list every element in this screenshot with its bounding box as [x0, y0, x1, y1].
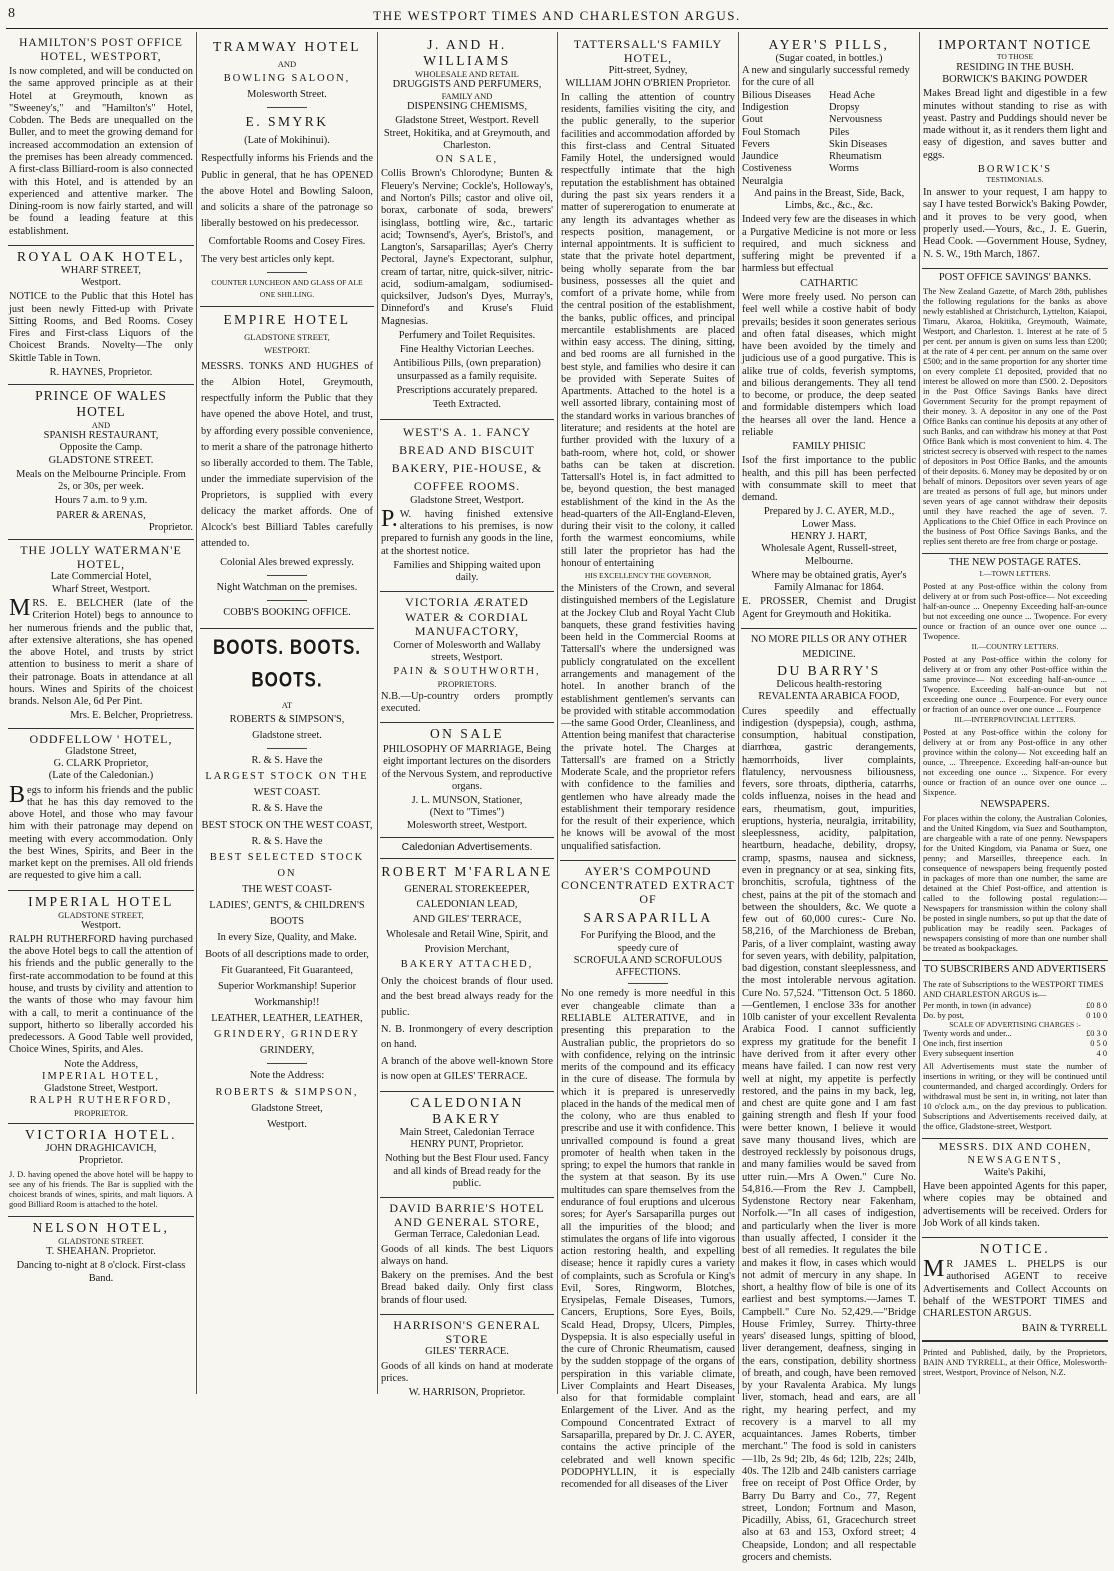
ad-notice [922, 1238, 1108, 1341]
ad-oddfellows-hotel [8, 729, 194, 891]
ad-cobb: COBB'S BOOKING OFFICE. [223, 606, 351, 618]
ad-line: HENRY J. HART, [790, 531, 868, 543]
subscription-table [923, 1001, 1107, 1021]
column-5 [741, 34, 917, 1563]
ad-body: Cures speedily and effectually indigestion (dyspepsia), cough, asthma, consumption, habitual constipation, diarrhœa, gastric derangements, hæmorrhoids, liver complaints, flatulency, nervousness biliousness, fevers, sore throats, diptheria, catarrhs, colds influenza, noises in the head and ears, rheumatism, gout, impurities, eruptions, hysteria, neuralgia, irritability, sleeplessness, acidity, palpitation, heartburn, headache, debility, dropsy, cramp, spasms, nausea and sickness, even in pregnancy or at sea, sinking fits, bronchitis, scrofula, tightness of the chest, pains at the pit of the stomach and between the shoulders, &c. We quote a few out of 60,000 cures:- Cure No. 58,216, of the Marchioness de Breban, Paris, of a liver complaint, wasting away for seven years, with debility, palpitation, bad digestion, constant sleeplessness, and the most intolerable nervous agitation. Cure No. 57,524. "Tittenson Oct. 5 1860.—Gentlemen, I enclose 33s for another 10lb canister of your excellent Revalenta Arabica Food. I cannot sufficiently express my gratitude for the benefit I have derived from it after every other means have failed. I can now rest very well at night, my appetite is perfectly restored, and the pains in my back, leg, and chest are quite gone and I am fast gaining strength and flesh If your food were better known, I believe it would save many thousand lives, which are destroyed recklessly by poisonous drugs, and many families would be saved from utter ruin.—Mrs A Owen." Cure No. 54,816.—From the Rev J. Campbell, Sydenstone Rectory near Fakenham, Norfolk.—"In all cases of indigestion, and particularly when the liver is more than usually affected, I consider it the best of all remedies. It regulates the bile and makes it flow, in cases which would not admit of mercury in any shape. In short, a healthy flow of bile is one of its earliest and best symptoms.—James T. Campbell." Cure No. 52,429.—"Bridge House Frimley, Surrey. Thirty-three years' diseased lungs, spitting of blood, liver derangement, deafness, singing in the ears, constipation, debility shortness of breath, and cough, have been removed by your Ravalenta Arabica. My lungs liver, stomach, head and ears, are all right, my hearing perfect, and my recovery is a marvel to all my acquaintances. James Roberts, timber merchant." The food is sold in canisters—1lb, 2s 9d; 2lb, 4s 6d; 12lb, 22s; 24lb, 40s. The 12lb and 24lb canisters carriage free on receipt of Post Office Order, by Barry Du Barry and Co., 77, Regent street, London; Fortnum and Mason, Picadilly, Abiss, 61, Gracechurch street also at 63 and 153, Oxford street; 4 Cheapside, London; and all respectable grocers and chemists. [742, 705, 916, 1563]
ad-location: Opposite the Camp. [59, 442, 143, 454]
ad-line: Prescriptions accurately prepared. [396, 384, 538, 396]
ad-body: the Ministers of the Crown, and several distinguished members of the Legislature at the Jockey Club and Royal Yacht Club banquets, these grand festivities having been held in the Commercial Rooms at Tattersall's where the undersigned was publicly congratulated on the excellent arrangements and management of the hotel. In another branch of the establishment gentlemen's servants can be provided with stitable accommodation—the same Good Order, Cleanliness, and Attention being manifest that characterise the private hotel. The Charges at Tattersall's are framed on a Strictly Moderate Scale, and the proprietor refers with confidence to the families and gentlemen who have already made the establishment their temporary residence for the result of their experience, which he knows will be avowal of the most unqualified satisfaction. [561, 583, 735, 852]
ad-street: GLADSTONE STREET, [244, 331, 330, 342]
ad-late: (Late of Mokihinui). [244, 135, 330, 147]
column-2 [200, 34, 374, 1394]
ailment: Skin Diseases [829, 138, 888, 150]
ad-town: WESTPORT. [264, 344, 310, 355]
ad-meals: Meals on the Melbourne Principle. From 2s, or 30s, per week. [16, 468, 186, 493]
ad-place: Waite's Pakihi, [984, 1166, 1046, 1178]
ad-on-sale: ON SALE, [435, 154, 499, 166]
ailment: Worms [829, 163, 859, 175]
ad-title: AYER'S COMPOUND CONCENTRATED EXTRACT OF [561, 864, 735, 907]
ad-body: Wholesale and Retail Wine, Spirit, and Provision Merchant, [386, 929, 548, 956]
ad-rooms: Comfortable Rooms and Cosey Fires. [208, 236, 366, 248]
ailments-right [829, 90, 916, 188]
ad-signature: J. L. MUNSON, Stationer, [411, 795, 523, 807]
ad-proprietor: G. CLARK Proprietor, [53, 758, 149, 770]
ad-ayers-pills [741, 34, 917, 629]
ad-title: MESSRS. DIX AND COHEN, [938, 1142, 1092, 1154]
ad-proprietor: HENRY PUNT, Proprietor. [410, 1139, 524, 1151]
ad-body: Isof the first importance to the public health, and this pill has been perfected with consummate skill to meet that demand. [742, 455, 916, 504]
ad-line: Superior Workmanship! Superior [217, 980, 357, 992]
ad-body: Goods of all kinds on hand at moderate prices. [381, 1360, 553, 1384]
ad-proprietor: JOHN DRAGHICAVICH, [45, 1142, 157, 1154]
column-divider [557, 32, 558, 1394]
ailment: Dropsy [829, 101, 860, 113]
ad-scale: SCALE OF ADVERTISING CHARGES :- [949, 1019, 1081, 1029]
ad-street: German Terrace, Caledonian Lead. [394, 1229, 540, 1241]
ad-title: IMPORTANT NOTICE [938, 37, 1092, 52]
ad-intro: A new and singularly successful remedy for the cure of all [742, 65, 910, 89]
ad-subtitle: SPANISH RESTAURANT, [43, 430, 159, 442]
ad-line: BEST STOCK ON THE WEST COAST, [201, 819, 373, 831]
ailments-list [742, 90, 916, 188]
ad-firm: ROBERTS & SIMPSON'S, [229, 713, 345, 725]
table-row [923, 1049, 1107, 1059]
ad-title: POST OFFICE SAVINGS' BANKS. [938, 271, 1092, 283]
ad-line: E. PROSSER, Chemist and Drugist Agent for Greymouth and Hokitika. [742, 596, 916, 620]
ad-title: BOOTS. BOOTS. BOOTS. [212, 635, 362, 692]
ad-body: Collis Brown's Chlorodyne; Bunten & Fleuery's Nervine; Cockle's, Holloway's, and Norton's Pills; castor and olive oil, borax, carbonate of soda, brewers' isinglass, bottling wire, &c., tartaric acid; Townsend's, Ayer's, Bristol's, and Langton's, Sarsaparillas; Ayer's Cherry Pectoral, Jayne's Expectorant, sulphur, cream of tartar, nitre, quick-silver, nitric-acid, sodium-amalgam, sodiumised-quicksilver, Judson's Dyes, Murray's, Dinneford's and Kruse's Fluid Magnesias. [381, 168, 553, 327]
ad-section: NEWSPAPERS. [980, 798, 1050, 810]
ad-hours: Hours 7 a.m. to 9 y.m. [54, 495, 148, 507]
ad-line: Prepared by J. C. AYER, M.D., [763, 506, 895, 518]
ad-body: Only the choicest brands of flour used. and the best bread always ready for the public. [381, 976, 553, 1018]
ad-street: Gladstone Street, [65, 745, 137, 757]
ad-town: Westport. [81, 919, 121, 931]
ailment: Foul Stomach [742, 126, 801, 138]
row-value: 0 5 0 [1090, 1039, 1107, 1049]
column-6 [922, 34, 1108, 1394]
ad-title: DU BARRY'S [777, 663, 881, 679]
header-rule [6, 28, 1108, 29]
ailment: Bilious Diseases [742, 89, 811, 101]
ad-line: Teeth Extracted. [433, 399, 501, 411]
ad-to: TO THOSE [996, 51, 1034, 61]
ailment: Indigestion [742, 101, 789, 113]
ad-town: Westport. [81, 277, 121, 289]
divider [267, 748, 307, 749]
ad-name: IMPERIAL HOTEL, [42, 1070, 160, 1082]
ad-body: The New Zealand Gazette, of March 28th, publishes the following regulations for the banks as above newly established at Christchurch, Lyttelton, Kaiapoi, Timaru, Akaroa, Hokitika, Greymouth, Waimate, Westport, and Charleston. 1. Interest at he rate of 5 per cent. per annum is given on sums less than £200; at the rate of 4 per cent. per annum on the same over £500; and in the same proportion for any shorter time on every complete £1 deposited, provided that no interest be allowed on more than £500. 2. Depositors in the Post Office Savings Banks have direct Government Security for the prompt repayment of their money. 3. A depositor in any one of the Post Office Banks can continue his deposits at any other of such Banks, and can withdraw his money at that Post Office Bank which is most convenient to him. 4. The strictest secrecy is observed with respect to the names of depositors in Post Office Banks, and the amounts of their deposits. 6. Money may be deposited by or on behalf of minors. Depositors over seven years of age are treated as persons of full age, but minors under seven years of age cannot withdraw their deposits until they have reached the age of seven. 7. Applications to the Chief Office in each Province on the business of Post Office Savings Banks, and the replies sent thereto are free from charge or postage. [923, 286, 1107, 547]
ad-smyrk-title: E. SMYRK [245, 114, 329, 130]
ad-line: Families and Shipping waited upon daily. [393, 559, 541, 584]
column-divider [919, 32, 920, 1394]
ad-watchman: Night Watchman on the premises. [216, 581, 358, 593]
ad-subtitle: AND GILES' TERRACE, [412, 914, 522, 926]
ad-street: GLADSTONE STREET, [58, 909, 144, 920]
ad-line: THE WEST COAST- [242, 884, 332, 896]
ad-residing: RESIDING IN THE BUSH. [956, 61, 1074, 73]
ad-line: Antibilious Pills, (own preparation) unsurpassed as a family requisite. [393, 358, 541, 382]
ad-line: GRINDERY, GRINDERY [213, 1029, 361, 1041]
ad-street: Wharf Street, Westport. [51, 583, 151, 595]
ad-subtitle: CALEDONIAN LEAD, [416, 898, 518, 910]
ailment: Fevers [742, 138, 770, 150]
table-row [923, 1001, 1107, 1011]
column-divider [196, 32, 197, 1394]
ad-street: Gladstone Street, [251, 1102, 323, 1114]
ad-signature: RALPH RUTHERFORD, [29, 1095, 173, 1107]
ad-section: I.—TOWN LETTERS. [979, 568, 1051, 578]
ad-line: SCROFULA AND SCROFULOUS [573, 954, 723, 966]
ad-body: Makes Bread light and digestible in a few minutes without standing to rise as with yeast. Pastry and Puddings should never be made without it, as it renders them light and easy of digestion, and saves butter and eggs. [923, 88, 1107, 161]
ad-town: Westport. [267, 1118, 307, 1130]
ad-subtitle: (Sugar coated, in bottles.) [775, 52, 883, 64]
ad-line: GRINDERY, [259, 1045, 315, 1057]
ad-body: For places within the colony, the Australian Colonies, and the United Kingdom, via Suez and Southampton, are chargeable with a rate of one penny. Newspapers for the United Kingdom, via Panama or Suez, one penny; and Marseilles, threepence each. In consequence of newspapers being frequently posted in packages of more than one number, the same are detained at the Chief Post-office, and attention is called to the following postal regulation:— Newspapers for transmission within the colony shall be posted in single numbers, so put up that the date of publication may be readily seen. Packages of newspapers consisting of more than one number shall be treated as bookpackages. [923, 813, 1107, 954]
ailment: Rheumatism [829, 151, 882, 163]
ad-street: Main Street, Caledonian Terrace [399, 1126, 535, 1138]
ad-title: PRINCE OF WALES HOTEL [35, 388, 167, 420]
ad-body: No one remedy is more needful in this ever changeable climate than a RELIABLE ALTERATIVE, and in presenting this preparation to the Australian public, the proprietors do so with confidence, relying on the intrinsic merits of the compound and its efficacy in the cure of disease. The formula by which it is prepared is unreservedly placed in the hands of the medical men of the colony, who are thus enabled to prescribe and use it with confidence. This unrivalled compound is found a great promoter of health when taken in the spring; to expel the humors that rankle in the system at that season. By its use multitudes can spare themselves from the endurance of foul eruptions and ulcerous sores; for Ayer's Sarsaparilla purges out all the impurities of the blood; and stimulates the organs of life into vigorous action restoring health, and expelling disease; hence it rapidly cures a variety of complaints, such as Scrofula or King's Evil, Sores, Ringworm, Blotches, Erysipelas, Female Diseases, Tumors, Cancers, Eruptions, Sore Eyes, Boils, Scald Head, Dropsy, Ulcers, Pimples, Dyspepsia. It is also especially useful in the cure of Chronic Rheumatism, caused by the sudden stoppage of the organs of perspiration in this variable climate, Liver Complaints and Heart Diseases, also for that formidable complaint Enlargement of the Liver. And as the Compound Concentrated Extract of Sarsaparilla, prepared by Dr. J. C. AYER, contains the active principle of the celebrated and well known specific PODOPHYLLIN, it is especially recomended for all diseases of the Liver [561, 988, 735, 1491]
row-value: 4 0 [1096, 1049, 1107, 1059]
ad-title: HAMILTON'S POST OFFICE HOTEL, WESTPORT, [19, 37, 183, 63]
ad-title: CALEDONIAN BAKERY [410, 1094, 524, 1126]
ad-body: Respectfully informs his Friends and the Public in general, that he has OPENED the above Hotel and Bowling Saloon, and solicits a share of the patronage so liberally bestowed on his predecessor. [201, 153, 373, 229]
ad-body: P.W. having finished extensive alterations to his premises, is now prepared to furnish any goods in the line, at the shortest notice. [381, 505, 553, 557]
ad-title: VICTORIA ÆRATED WATER & CORDIAL MANUFACTORY, [405, 595, 529, 638]
ad-subtitle: DISPENSING CHEMISMS, [406, 101, 528, 113]
ad-subtitle: GILES' TERRACE. [425, 1346, 509, 1358]
ad-body: Posted at any Post-office within the colony for delivery at or from any other Post-office within the same province— Not exceeding half-an-ounce ... Twopence. Exceeding half-an-ounce but not exceeding one ounce ... Fourpence. For every ounce or fraction of an ounce over one ounce ... Fourpence [923, 653, 1107, 714]
ad-subtitle: FAMILY AND [441, 91, 493, 102]
ad-note: Note the Address: [249, 1070, 325, 1082]
row-label: Do. by post, [923, 1010, 964, 1020]
ailment: Costiveness [742, 163, 792, 175]
ad-body: MRS. E. BELCHER (late of the Criterion Hotel) begs to announce to her numerous friends and the public that, after extensive alterations, she has opened the above Hotel, and trusts by strict attention to business to merit a share of their patronage. Boats in attendance at all hours. Wines and Spirits of the choicest brands. Nelson Ale, 6d Per Pint. [9, 594, 193, 708]
ad-subtitle: BOWLING SALOON, [223, 73, 351, 85]
ad-body: Dancing to-night at 8 o'clock. First-class Band. [16, 1260, 186, 1284]
ad-signature: PARER & ARENAS, [56, 509, 146, 521]
ad-body: Bakery on the premises. And the best Bread baked daily. Only first class brands of flour used. [381, 1270, 553, 1306]
ad-street: Pitt-street, Sydney, [608, 65, 688, 77]
row-label: Twenty words and under... [923, 1029, 1012, 1039]
ad-role: PROPRIETORS. [437, 678, 497, 689]
ad-firm: PAIN & SOUTHWORTH, [393, 666, 541, 678]
ad-body: RALPH RUTHERFORD having purchased the above Hotel begs to call the attention of his friends and the public generally to the first-rate accommodation to be found at this house, and trusts by civility and attention to the wants of those who may favour him with a call, to merit a continuance of the support, hitherto so liberally accorded his predecessors. A Good Table well provided, Choice Wines, Spirits, and Ales. [9, 933, 193, 1056]
ad-title: TRAMWAY HOTEL [212, 39, 362, 54]
ad-title: EMPIRE HOTEL [223, 311, 351, 327]
ad-note: N.B.—Up-country orders promptly executed. [381, 690, 553, 714]
ad-title: THE JOLLY WATERMAN'E HOTEL, [20, 543, 182, 572]
ad-line: BEST SELECTED STOCK ON [209, 851, 365, 879]
ad-title: ON SALE [429, 726, 505, 742]
ad-role: PROPRIETOR. [74, 1107, 128, 1118]
ad-williams-druggists [380, 34, 554, 420]
ad-line: For Purifying the Blood, and the [580, 930, 716, 942]
ad-and: AND [91, 420, 111, 430]
ad-heading: FAMILY PHISIC [792, 441, 866, 453]
ad-section: II.—COUNTRY LETTERS. [971, 641, 1059, 651]
ad-street: GLADSTONE STREET. [48, 454, 154, 466]
ailments-left [742, 90, 829, 188]
ad-note: (Next to "Times") [429, 807, 505, 819]
ad-postage-rates [922, 554, 1108, 961]
advertising-table [923, 1029, 1107, 1059]
row-value: £0 8 0 [1086, 1000, 1107, 1010]
ad-line: Fine Healthy Victorian Leeches. [399, 344, 535, 356]
ad-best: The very best articles only kept. [201, 254, 335, 266]
ad-caledonian-bakery [380, 1092, 554, 1198]
ad-agents: NEWSAGENTS, [967, 1154, 1063, 1166]
ad-barrie-hotel [380, 1198, 554, 1315]
ad-body: J. D. having opened the above hotel will be happy to see any of his friends. The Bar is supplied with the choicest brands of wines, spirits, and malt liquors. A good Billiard Room is attached to the hotel. [9, 1169, 193, 1210]
ad-harrison-store [380, 1315, 554, 1404]
ad-street: WHARF STREET, [60, 264, 142, 276]
ad-mfarlane [380, 859, 554, 1092]
column-4 [560, 34, 736, 1491]
ad-powder: BORWICK'S BAKING POWDER [942, 74, 1088, 86]
ad-title: AYER'S PILLS, [768, 37, 890, 52]
ad-line: AFFECTIONS. [615, 967, 681, 979]
ad-title: TATTERSALL'S FAMILY HOTEL, [573, 37, 723, 66]
ad-line: R. & S. Have the [251, 803, 323, 815]
divider [267, 575, 307, 576]
ad-savings-banks [922, 269, 1108, 555]
ad-body: Goods of all kinds. The best Liquors always on hand. [381, 1243, 553, 1267]
column-3 [380, 34, 554, 1399]
ad-body: Nothing but the Best Flour used. Fancy and all kinds of Bread ready for the public. [385, 1153, 549, 1189]
ad-signature: Mrs. E. Belcher, Proprietress. [70, 710, 193, 722]
masthead-title: THE WESTPORT TIMES AND CHARLESTON ARGUS. [373, 8, 741, 23]
ad-title: IMPERIAL HOTEL [28, 893, 174, 909]
ad-title: J. AND H. WILLIAMS [423, 37, 511, 68]
ad-subtitle: GENERAL STOREKEEPER, [404, 883, 530, 895]
ad-line: Boots of all descriptions made to order, [205, 948, 369, 960]
ad-tattersall-hotel [560, 34, 736, 861]
ad-ales: Colonial Ales brewed expressly. [220, 556, 354, 568]
ad-late: (Late of the Caledonian.) [48, 770, 154, 782]
ailment: Gout [742, 114, 763, 126]
ad-testimonials: TESTIMONIALS. [986, 175, 1044, 185]
ad-body: Is now completed, and will be conducted on the same approved principle as at their Hotel at Greymouth, known as "Sweeney's," and "Hamilton's" Hotel, Cobden. The Beds are unequalled on the Buller, and to meet the growing demand for increased accommodation an extension of the premises has been already commenced. A first-class Billiard-room is also connected with this Hotel, and is attended by an experienced and attentive marker. The Dining-room is now fairly started, and will be found a leading feature at this establishment. [9, 66, 193, 237]
ad-line: Where may be obtained gratis, Ayer's Family Almanac for 1864. [751, 569, 907, 594]
ad-lunch: COUNTER LUNCHEON AND GLASS OF ALE [211, 278, 363, 288]
ad-and: AND [277, 58, 297, 69]
ad-prince-of-wales-hotel [8, 385, 194, 540]
ad-line: Workmanship!! [254, 996, 320, 1008]
ad-west-bakery [380, 420, 554, 593]
ad-body: Were more freely used. No person can feel well while a costive habit of body prevails; besides it soon generates serious and often fatal diseases, which might have been avoided by the timely and judicious use of a good purgative. This is alike true of colds, feverish symptoms, and bilious derangements. They all tend to become, or produce, the deep seated and formidable distempers which load the hearses all over the land. Hence a reliable [742, 291, 916, 438]
ad-signature: R. HAYNES, Proprietor. [49, 366, 153, 378]
ad-imperial-hotel [8, 891, 194, 1124]
ad-body: Begs to inform his friends and the public that he has this day removed to the above Hotel, and those who may favour him with their patronage may depend on meeting with every accommodation. Only the best Wines, Spirits, and Beer in the market kept on the premises. All old friends are requested to give him a call. [9, 781, 193, 882]
ad-subtitle: DRUGGISTS AND PERFUMERS, [392, 78, 542, 90]
page-header [0, 0, 1114, 28]
ad-subscribers [922, 961, 1108, 1139]
ad-address: Gladstone Street, Westport. [44, 1083, 158, 1095]
ad-body: Indeed very few are the diseases in which a Purgative Medicine is not more or less required, and much sickness and suffering might be prevented if a harmless but effectual [742, 214, 916, 275]
divider [267, 600, 307, 601]
column-1 [8, 34, 194, 1394]
ad-role: Proprietor. [78, 1154, 124, 1166]
ad-body: In answer to your request, I am happy to say I have tested Borwick's Baking Powder, and it proves to be very good, when properly used.—Yours, &c., J. E. Guerin, Head Cook. —Government House, Sydney, N. S. W., 19th March, 1867. [923, 187, 1107, 260]
row-value: 0 10 0 [1086, 1010, 1107, 1020]
ailment: Jaundice [742, 151, 779, 163]
ad-heading: CATHARTIC [800, 277, 858, 289]
ad-line: LADIES', GENT'S, & CHILDREN'S [209, 900, 365, 912]
column-divider [738, 32, 739, 1394]
divider [267, 107, 307, 108]
ad-subtitle: WHOLESALE AND RETAIL [415, 68, 519, 79]
ad-body: All Advertisements must state the number of insertions in writing, or they will be continued until countermanded, and charged accordingly. Orders for withdrawal must be sent in, in writing, not later than 10 o'clock a.m., on the day previous to publication. Subscriptions and Advertisements received daily, at the office, Gladstone-street, Westport. [923, 1061, 1107, 1132]
ad-body: In calling the attention of country residents, families visiting the city, and the public generally, to the superior facilities and accommodation afforded by this first-class and Central Situated Family Hotel, the undersigned would respectfully intimate that the high reputation the establishment has obtained during the past six years renders it a matter of supererogation to enumerate at any length its advantages whether as respects position, management, or internal appointments. It is sufficient to state that the private hotel department, being wholly separate from the bar business, possesses all the quiet and comfort of a private home, while from the central position of the establishment, the banks, public offices, and principal mercantile establishments are placed within easy access. The dining, sitting, and bed rooms are all furnished in the best style, and families who desire it can be provided with Seperate Suites of Apartments. Attached to the hotel is a well assorted library, containing most of the standard works in various branches of literature; and residents at the hotel are further provided with the luxury of a bath-room, where hot, cold, or shower baths can be taken at discretion. Tattersall's Hotel is, in fact admitted to be, beyond question, the best managed establishment of the kind in the As the head-quarters of the All-England-Eleven, during their visit to the colony, it called forth the warmest eoncomiums, while still later the proprietor has had the honour of entertaining [561, 91, 735, 569]
ad-subtitle: Delicous health-restoring [776, 679, 882, 691]
ad-ayers-sarsaparilla [560, 861, 736, 1498]
ad-title: WEST'S A. 1. FANCY BREAD AND BISCUIT BAKERY, PIE-HOUSE, & COFFEE ROOMS. [391, 424, 543, 493]
divider [267, 272, 307, 273]
ad-line: Wholesale Agent, Russell-street, Melbourne. [761, 543, 897, 567]
row-label: Every subsequent insertion [923, 1049, 1014, 1059]
ad-body: Posted at any Post-office within the colony for delivery at or from any Post-office in any other province within the colony— Not exceeding half an ounce, ... Threepence. Exceeding half-an-ounce but not exceeding one ounce ... Sixpence. For every ounce or fraction of an ounce over one ounce ... Sixpence. [923, 726, 1107, 797]
ad-line: R. & S. Have the [251, 755, 323, 767]
ad-nelson-hotel [8, 1217, 194, 1292]
ad-title: THE NEW POSTAGE RATES. [949, 557, 1081, 569]
ad-line: BOOTS [269, 916, 305, 928]
ad-du-barry [741, 629, 917, 1571]
table-row [923, 1011, 1107, 1021]
ad-royal-oak-hotel [8, 246, 194, 385]
ad-body: Posted at any Post-office within the colony from delivery at or from such Post-office— Not exceeding half-an-ounce ... Onepenny Exceeding half-an-ounce but not exceeding one ounce ... Twopence. For every ounce or fraction of an ounce over one ounce ... Twopence. [923, 580, 1107, 641]
ad-victoria-hotel [8, 1124, 194, 1218]
ad-shilling: ONE SHILLING. [259, 290, 315, 300]
ad-boots [200, 629, 374, 1138]
ailment: Piles [829, 126, 850, 138]
ad-bakery: BAKERY ATTACHED, [400, 959, 534, 971]
ad-hamilton-hotel [8, 34, 194, 246]
ad-title: ODDFELLOW ' HOTEL, [29, 731, 173, 746]
ad-body: The rate of Subscriptions to the WESTPORT TIMES AND CHARLESTON ARGUS is— [923, 978, 1104, 999]
ad-signature: W. HARRISON, Proprietor. [408, 1387, 526, 1399]
ad-firm: ROBERTS & SIMPSON, [215, 1086, 359, 1098]
row-value: £0 3 0 [1086, 1029, 1107, 1039]
ad-note: Note the Address, [63, 1058, 139, 1070]
ailment: Neuralgia [742, 175, 783, 187]
ad-title: HARRISON'S GENERAL STORE [393, 1318, 541, 1347]
ad-line: Fit Guaranteed, Fit Guaranteed, [221, 964, 353, 976]
column-divider [377, 32, 378, 1394]
ad-title: TO SUBSCRIBERS AND ADVERTISERS [924, 964, 1106, 976]
imprint [922, 1341, 1108, 1384]
ad-headline: NO MORE PILLS OR ANY OTHER MEDICINE. [750, 633, 908, 661]
ad-food: REVALENTA ARABICA FOOD, [758, 691, 900, 703]
row-label: Per month, in town (in advance) [923, 1000, 1031, 1010]
ad-body: Have been appointed Agents for this paper, where copies may be obtained and advertisements will be received. Orders for Job Work of all kinds taken. [923, 1181, 1107, 1229]
ad-line: Perfumery and Toilet Requisites. [398, 329, 536, 341]
ailment: Head Ache [829, 89, 875, 101]
ad-borwick [922, 34, 1108, 269]
ad-line: LEATHER, LEATHER, LEATHER, [211, 1013, 363, 1025]
ad-line: speedy cure of [617, 942, 679, 954]
ad-body: MR JAMES L. PHELPS is our authorised AGENT to receive Advertisements and Collect Accounts on behalf of the WESTPORT TIMES and CHARLESTON ARGUS. [923, 1256, 1107, 1320]
ad-signature: BAIN & TYRRELL [1021, 1322, 1107, 1334]
ad-title: ROBERT M'FARLANE [381, 864, 553, 880]
ad-proprietor: WILLIAM JOHN O'BRIEN Proprietor. [565, 77, 731, 89]
row-label: One inch, first insertion [923, 1039, 1003, 1049]
ad-line: And pains in the Breast, Side, Back, Limbs, &c., &c., &c. [753, 187, 905, 212]
ad-street: Gladstone street. [252, 729, 322, 741]
ad-section: III.—INTERPROVINCIAL LETTERS. [954, 714, 1076, 724]
section-caledonian: Caledonian Advertisements. [380, 838, 554, 859]
ad-corner: Corner of Molesworth and Wallaby streets, Westport. [393, 639, 541, 664]
table-row [923, 1039, 1107, 1049]
ad-title: VICTORIA HOTEL. [25, 1126, 177, 1142]
ad-line: Lower Mass. [801, 518, 857, 530]
ad-note: N. B. Ironmongery of every description on hand. [381, 1023, 553, 1050]
ad-line: LARGEST STOCK ON THE [205, 771, 369, 783]
ailment: Nervousness [829, 114, 883, 126]
imprint-text: Printed and Published, daily, by the Proprietors, BAIN AND TYRRELL, at their Office, Molesworth-street, Westport, Province of Nelson, N.Z. [923, 1346, 1107, 1377]
ad-jolly-waterman-hotel [8, 540, 194, 729]
ad-on-sale-munson [380, 723, 554, 838]
ad-body: MESSRS. TONKS AND HUGHES of the Albion Hotel, Greymouth, respectfully inform the Public that they have opened the above Hotel, and trust, by affording every possible convenience, to merit a share of the patronage hitherto so liberally accorded to them. The Table, under the immediate supervision of the Proprietors, is supplied with every delicacy the market affords. One of Alcock's best Billiard Tables carefully attended to. [201, 361, 373, 550]
ad-body: PHILOSOPHY OF MARRIAGE, Being eight important lectures on the disorders of the Nervous System, and reproductive organs. [381, 744, 553, 792]
ad-street: Molesworth Street. [247, 89, 327, 101]
ad-signature: T. SHEAHAN. Proprietor. [46, 1246, 156, 1258]
ad-late: Late Commercial Hotel, [50, 571, 152, 583]
ad-street: Molesworth street, Westport. [406, 819, 528, 831]
ad-title: ROYAL OAK HOTEL, [16, 248, 186, 264]
ad-body: NOTICE to the Public that this Hotel has just been newly Fitted-up with Private Sitting Rooms, and Bed Rooms. Cosey Fires and First-class Liquors of the Choicest Brands. Novelty—The only Skittle Table in Town. [9, 291, 193, 364]
ad-line: In every Size, Quality, and Make. [217, 932, 357, 944]
ad-street: GLADSTONE STREET. [58, 1236, 144, 1247]
ad-line: R. & S. Have the [251, 835, 323, 847]
ad-title: NELSON HOTEL, [32, 1220, 170, 1236]
ad-role: Proprietor. [148, 521, 193, 533]
ad-at: AT [281, 699, 293, 710]
ad-street: Gladstone Street, Westport. [410, 494, 524, 506]
table-row [923, 1029, 1107, 1039]
divider [267, 1063, 307, 1064]
ad-address: Gladstone Street, Westport. Revell Street, Hokitika, and at Greymouth, and Charleston. [383, 115, 551, 151]
ad-name: SARSAPARILLA [583, 910, 713, 926]
ad-line: WEST COAST. [253, 787, 321, 799]
page-number: 8 [8, 6, 15, 21]
ad-dix-cohen [922, 1139, 1108, 1238]
ad-title: NOTICE. [979, 1241, 1051, 1257]
ad-branch: A branch of the above well-known Store is now open at GILES' TERRACE. [381, 1055, 553, 1082]
ad-excellency: HIS EXCELLENCY THE GOVERNOR, [584, 571, 712, 581]
ad-title: DAVID BARRIE'S HOTEL AND GENERAL STORE, [389, 1201, 545, 1230]
ad-borwick: BORWICK'S [977, 164, 1053, 175]
ad-victoria-aerated [380, 592, 554, 723]
ad-empire-hotel [200, 307, 374, 629]
ad-tramway-hotel [200, 34, 374, 307]
divider [628, 983, 668, 984]
